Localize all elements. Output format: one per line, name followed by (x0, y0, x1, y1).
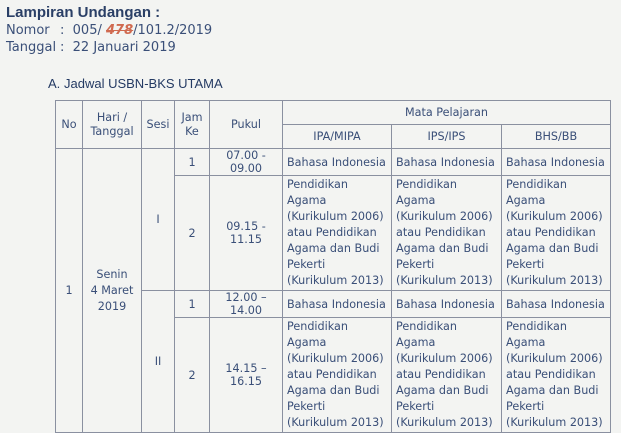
row-day-date: Senin 4 Maret 2019 (83, 149, 142, 433)
session-cell: II (142, 291, 175, 433)
subject-ipa: Bahasa Indonesia (283, 149, 392, 176)
pukul-cell: 07.00 - 09.00 (210, 149, 283, 176)
jam-cell: 1 (175, 149, 210, 176)
jam-cell: 1 (175, 291, 210, 318)
attachment-title: Lampiran Undangan : (6, 4, 161, 21)
header-hari-tanggal: Hari / Tanggal (83, 101, 142, 149)
header-ipa: IPA/MIPA (283, 125, 392, 149)
section-number: A. (48, 76, 61, 91)
session-cell: I (142, 149, 175, 291)
subject-ips: Bahasa Indonesia (392, 291, 502, 318)
subject-bhs: Bahasa Indonesia (502, 149, 611, 176)
subject-ipa: Pendidikan Agama (Kurikulum 2006) atau Pendidikan Agama dan Budi Pekerti (Kurikulum 2013) (283, 318, 392, 433)
subject-bhs: Pendidikan Agama (Kurikulum 2006) atau Pendidikan Agama dan Budi Pekerti (Kurikulum 2013) (502, 318, 611, 433)
header-sesi: Sesi (142, 101, 175, 149)
nomor-separator: : (60, 23, 65, 38)
pukul-cell: 14.15 – 16.15 (210, 318, 283, 433)
header-no: No (56, 101, 83, 149)
tanggal-line (6, 39, 212, 56)
subject-ips: Pendidikan Agama (Kurikulum 2006) atau Pendidikan Agama dan Budi Pekerti (Kurikulum 2013) (392, 176, 502, 291)
pukul-cell: 09.15 - 11.15 (210, 176, 283, 291)
nomor-prefix: 005/ (72, 23, 102, 38)
subject-ips: Pendidikan Agama (Kurikulum 2006) atau Pendidikan Agama dan Budi Pekerti (Kurikulum 2013) (392, 318, 502, 433)
header-jam-ke: Jam Ke (175, 101, 210, 149)
jam-cell: 2 (175, 318, 210, 433)
header-ips: IPS/IPS (392, 125, 502, 149)
subject-ips: Bahasa Indonesia (392, 149, 502, 176)
tanggal-value: 22 Januari 2019 (72, 40, 176, 55)
section-title: Jadwal USBN-BKS UTAMA (64, 76, 223, 91)
subject-bhs: Pendidikan Agama (Kurikulum 2006) atau Pendidikan Agama dan Budi Pekerti (Kurikulum 2013) (502, 176, 611, 291)
pukul-cell: 12.00 – 14.00 (210, 291, 283, 318)
subject-ipa: Bahasa Indonesia (283, 291, 392, 318)
subject-bhs: Bahasa Indonesia (502, 291, 611, 318)
section-heading (48, 76, 223, 91)
header-mata-pelajaran: Mata Pelajaran (283, 101, 611, 125)
table-row (56, 149, 611, 176)
row-number: 1 (56, 149, 83, 433)
header-pukul: Pukul (210, 101, 283, 149)
schedule-table (55, 100, 611, 433)
tanggal-label: Tanggal (6, 40, 57, 55)
nomor-label: Nomor (6, 23, 50, 38)
document-header (6, 4, 212, 56)
tanggal-separator: : (60, 40, 65, 55)
header-bhs: BHS/BB (502, 125, 611, 149)
nomor-struck-number: 478 (106, 23, 134, 38)
nomor-suffix: /101.2/2019 (133, 23, 213, 38)
subject-ipa: Pendidikan Agama (Kurikulum 2006) atau Pendidikan Agama dan Budi Pekerti (Kurikulum 2013) (283, 176, 392, 291)
nomor-line (6, 22, 212, 39)
jam-cell: 2 (175, 176, 210, 291)
